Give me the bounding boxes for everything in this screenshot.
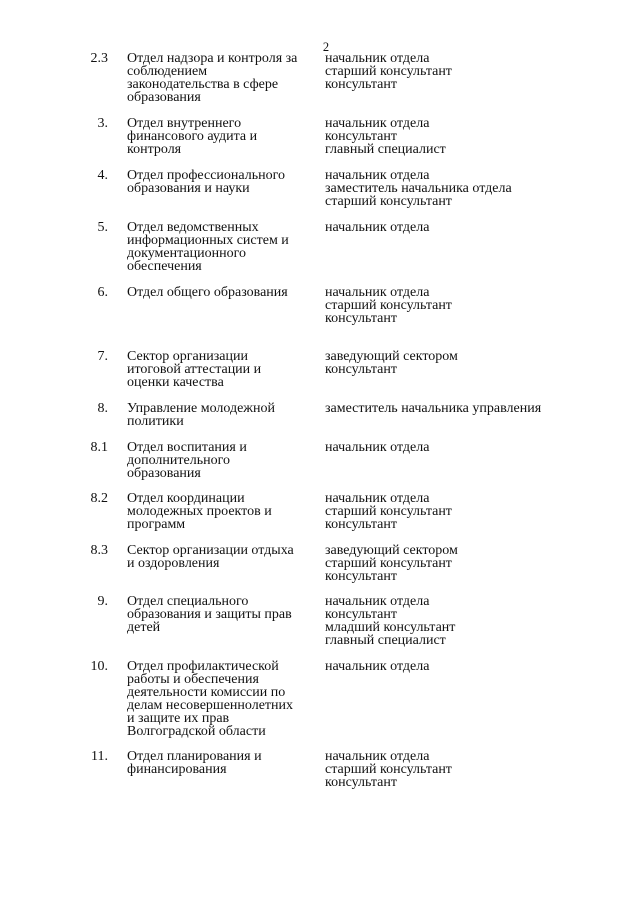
positions bbox=[325, 492, 625, 531]
department-name-line: образования bbox=[127, 466, 201, 481]
position-line: старший консультант bbox=[325, 762, 452, 777]
row-number: 10. bbox=[90, 659, 108, 674]
positions bbox=[325, 595, 625, 647]
position-line: главный специалист bbox=[325, 142, 446, 157]
department-name bbox=[127, 492, 312, 531]
department-name-line: финансового аудита и bbox=[127, 129, 258, 144]
positions bbox=[325, 286, 625, 325]
department-name-line: Волгоградской области bbox=[127, 724, 266, 739]
position-line: начальник отдела bbox=[325, 51, 430, 66]
department-name-line: Отдел специального bbox=[127, 594, 249, 609]
department-name-line: обеспечения bbox=[127, 259, 202, 274]
department-name-line: делам несовершеннолетних bbox=[127, 698, 294, 713]
department-name-line: работы и обеспечения bbox=[127, 672, 259, 687]
department-name bbox=[127, 402, 312, 428]
position-line: консультант bbox=[325, 517, 397, 532]
department-name-line: молодежных проектов и bbox=[127, 504, 272, 519]
positions bbox=[325, 169, 625, 208]
position-line: начальник отдела bbox=[325, 440, 430, 455]
position-line: младший консультант bbox=[325, 620, 456, 635]
position-line: старший консультант bbox=[325, 504, 452, 519]
department-name bbox=[127, 221, 312, 273]
department-name-line: образования и науки bbox=[127, 181, 250, 196]
position-line: консультант bbox=[325, 569, 397, 584]
department-name bbox=[127, 52, 312, 104]
position-line: начальник отдела bbox=[325, 285, 430, 300]
department-name-line: Отдел воспитания и bbox=[127, 440, 247, 455]
position-line: консультант bbox=[325, 607, 397, 622]
row-number: 9. bbox=[97, 594, 108, 609]
department-name-line: соблюдением bbox=[127, 64, 208, 79]
position-line: консультант bbox=[325, 775, 397, 790]
department-name bbox=[127, 350, 312, 389]
department-name-line: Сектор организации отдыха bbox=[127, 543, 294, 558]
row-number: 8.2 bbox=[90, 491, 108, 506]
position-line: консультант bbox=[325, 362, 397, 377]
position-line: консультант bbox=[325, 311, 397, 326]
position-line: заместитель начальника отдела bbox=[325, 181, 512, 196]
positions bbox=[325, 350, 625, 376]
row-number: 7. bbox=[97, 349, 108, 364]
department-name-line: образования bbox=[127, 90, 201, 105]
positions bbox=[325, 402, 625, 415]
position-line: старший консультант bbox=[325, 194, 452, 209]
positions bbox=[325, 221, 625, 234]
row-number: 8.1 bbox=[90, 440, 108, 455]
row-number: 8. bbox=[97, 401, 108, 416]
position-line: старший консультант bbox=[325, 556, 452, 571]
positions bbox=[325, 117, 625, 156]
position-line: заведующий сектором bbox=[325, 543, 458, 558]
row-number: 3. bbox=[97, 116, 108, 131]
position-line: начальник отдела bbox=[325, 659, 430, 674]
row-number: 4. bbox=[97, 168, 108, 183]
department-name-line: Отдел планирования и bbox=[127, 749, 262, 764]
positions bbox=[325, 441, 625, 454]
position-line: начальник отдела bbox=[325, 594, 430, 609]
department-name-line: оценки качества bbox=[127, 375, 224, 390]
department-name-line: политики bbox=[127, 414, 184, 429]
department-name bbox=[127, 750, 312, 776]
positions bbox=[325, 750, 625, 789]
department-name bbox=[127, 286, 312, 299]
position-line: начальник отдела bbox=[325, 749, 430, 764]
department-name bbox=[127, 441, 312, 480]
position-line: заместитель начальника управления bbox=[325, 401, 542, 416]
position-line: главный специалист bbox=[325, 633, 446, 648]
department-name-line: программ bbox=[127, 517, 186, 532]
department-name bbox=[127, 117, 312, 156]
department-name-line: дополнительного bbox=[127, 453, 230, 468]
positions bbox=[325, 544, 625, 583]
position-line: начальник отдела bbox=[325, 168, 430, 183]
department-name-line: финансирования bbox=[127, 762, 227, 777]
position-line: начальник отдела bbox=[325, 116, 430, 131]
department-name-line: и оздоровления bbox=[127, 556, 220, 571]
page-number: 2 bbox=[322, 40, 330, 54]
positions bbox=[325, 52, 625, 91]
department-name-line: итоговой аттестации и bbox=[127, 362, 262, 377]
row-number: 2.3 bbox=[90, 51, 108, 66]
department-name-line: Отдел профилактической bbox=[127, 659, 279, 674]
department-name bbox=[127, 544, 312, 570]
department-name-line: Отдел надзора и контроля за bbox=[127, 51, 298, 66]
department-name-line: Сектор организации bbox=[127, 349, 248, 364]
department-name bbox=[127, 595, 312, 634]
department-name-line: Отдел внутреннего bbox=[127, 116, 242, 131]
position-line: старший консультант bbox=[325, 64, 452, 79]
position-line: консультант bbox=[325, 77, 397, 92]
position-line: старший консультант bbox=[325, 298, 452, 313]
row-number: 8.3 bbox=[90, 543, 108, 558]
department-name-line: детей bbox=[127, 620, 161, 635]
department-name-line: Отдел координации bbox=[127, 491, 245, 506]
department-name-line: Управление молодежной bbox=[127, 401, 275, 416]
position-line: начальник отдела bbox=[325, 220, 430, 235]
department-name bbox=[127, 169, 312, 195]
position-line: заведующий сектором bbox=[325, 349, 458, 364]
row-number: 5. bbox=[97, 220, 108, 235]
department-name-line: и защите их прав bbox=[127, 711, 230, 726]
department-name-line: образования и защиты прав bbox=[127, 607, 292, 622]
department-name-line: Отдел профессионального bbox=[127, 168, 285, 183]
department-name-line: деятельности комиссии по bbox=[127, 685, 286, 700]
department-name-line: законодательства в сфере bbox=[127, 77, 279, 92]
position-line: консультант bbox=[325, 129, 397, 144]
row-number: 11. bbox=[91, 749, 108, 764]
department-name-line: Отдел ведомственных bbox=[127, 220, 259, 235]
department-name-line: документационного bbox=[127, 246, 246, 261]
department-name-line: Отдел общего образования bbox=[127, 285, 288, 300]
row-number: 6. bbox=[97, 285, 108, 300]
department-name-line: контроля bbox=[127, 142, 182, 157]
department-name bbox=[127, 660, 312, 738]
positions bbox=[325, 660, 625, 673]
department-name-line: информационных систем и bbox=[127, 233, 289, 248]
position-line: начальник отдела bbox=[325, 491, 430, 506]
